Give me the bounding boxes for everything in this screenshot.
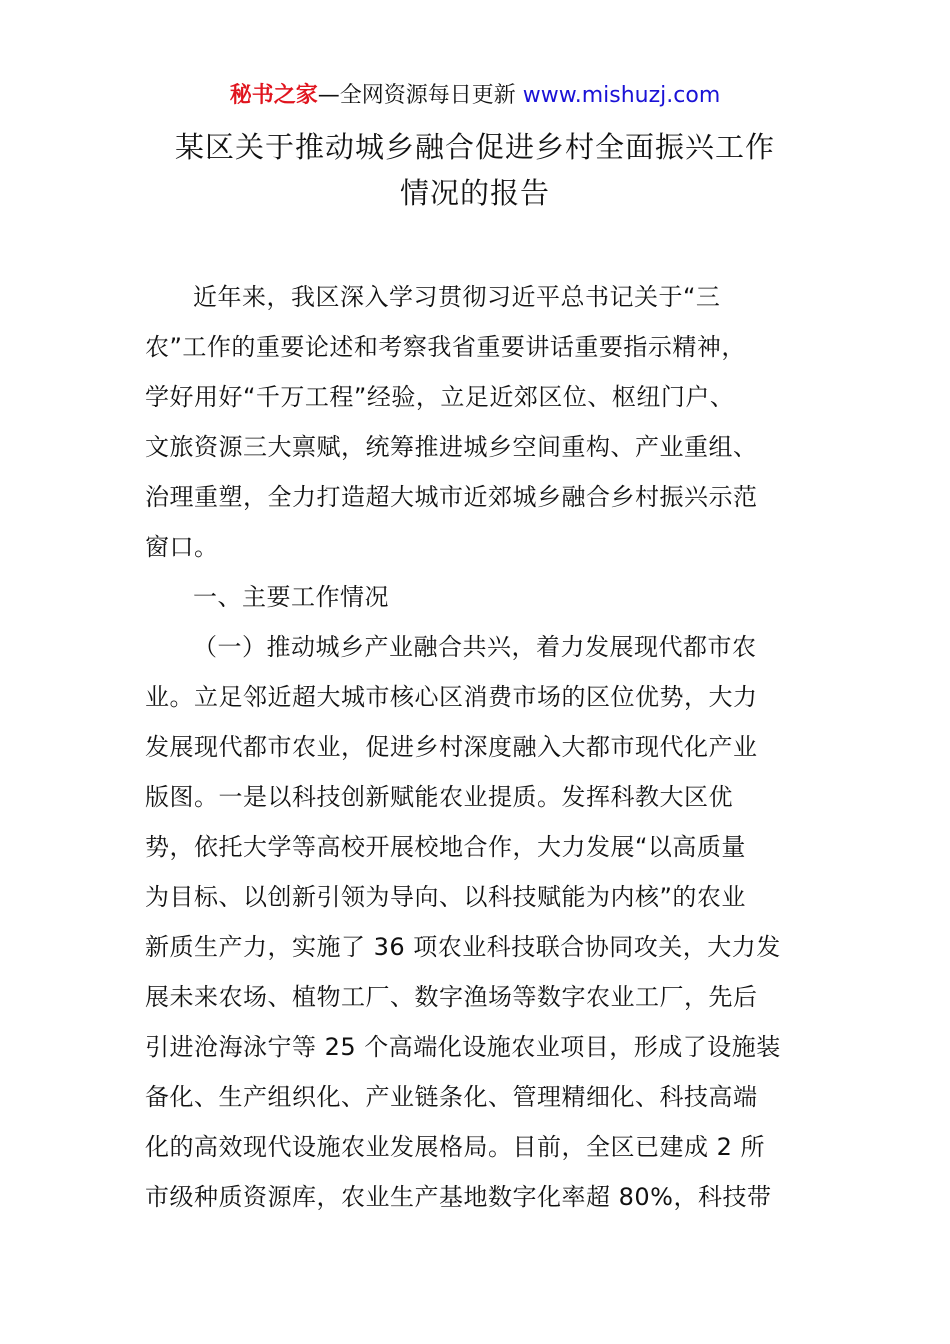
body-line: 业。立足邻近超大城市核心区消费市场的区位优势，大力	[145, 683, 758, 711]
document-title	[60, 124, 890, 216]
body-line: 窗口。	[145, 533, 219, 561]
site-brand: 秘书之家	[229, 83, 318, 108]
document-body	[145, 272, 811, 1222]
body-line: 新质生产力，实施了 36 项农业科技联合协同攻关，大力发	[145, 933, 781, 961]
body-line: 发展现代都市农业，促进乡村深度融入大都市现代化产业	[145, 733, 758, 761]
body-line: 版图。一是以科技创新赋能农业提质。发挥科教大区优	[145, 783, 733, 811]
body-line: 势，依托大学等高校开展校地合作，大力发展“以高质量	[145, 833, 746, 861]
body-line: 学好用好“千万工程”经验，立足近郊区位、枢纽门户、	[145, 383, 735, 411]
site-header	[0, 80, 950, 112]
subsection-heading-line: （一）推动城乡产业融合共兴，着力发展现代都市农	[193, 633, 757, 661]
site-url-link[interactable]: www.mishuzj.com	[522, 83, 721, 108]
body-line: 化的高效现代设施农业发展格局。目前，全区已建成 2 所	[145, 1133, 766, 1161]
body-line: 农”工作的重要论述和考察我省重要讲话重要指示精神，	[145, 333, 746, 361]
section-heading: 一、主要工作情况	[193, 583, 389, 611]
body-line: 为目标、以创新引领为导向、以科技赋能为内核”的农业	[145, 883, 746, 911]
body-line: 近年来，我区深入学习贯彻习近平总书记关于“三	[193, 283, 721, 311]
body-line: 治理重塑，全力打造超大城市近郊城乡融合乡村振兴示范	[145, 483, 758, 511]
body-line: 文旅资源三大禀赋，统筹推进城乡空间重构、产业重组、	[145, 433, 758, 461]
body-line: 市级种质资源库，农业生产基地数字化率超 80%，科技带	[145, 1183, 772, 1211]
site-tagline: —全网资源每日更新	[317, 83, 523, 108]
body-line: 引进沧海泳宁等 25 个高端化设施农业项目，形成了设施装	[145, 1033, 781, 1061]
title-line-2: 情况的报告	[399, 176, 550, 210]
body-line: 备化、生产组织化、产业链条化、管理精细化、科技高端	[145, 1083, 758, 1111]
title-line-1: 某区关于推动城乡融合促进乡村全面振兴工作	[174, 130, 775, 164]
body-line: 展未来农场、植物工厂、数字渔场等数字农业工厂，先后	[145, 983, 758, 1011]
